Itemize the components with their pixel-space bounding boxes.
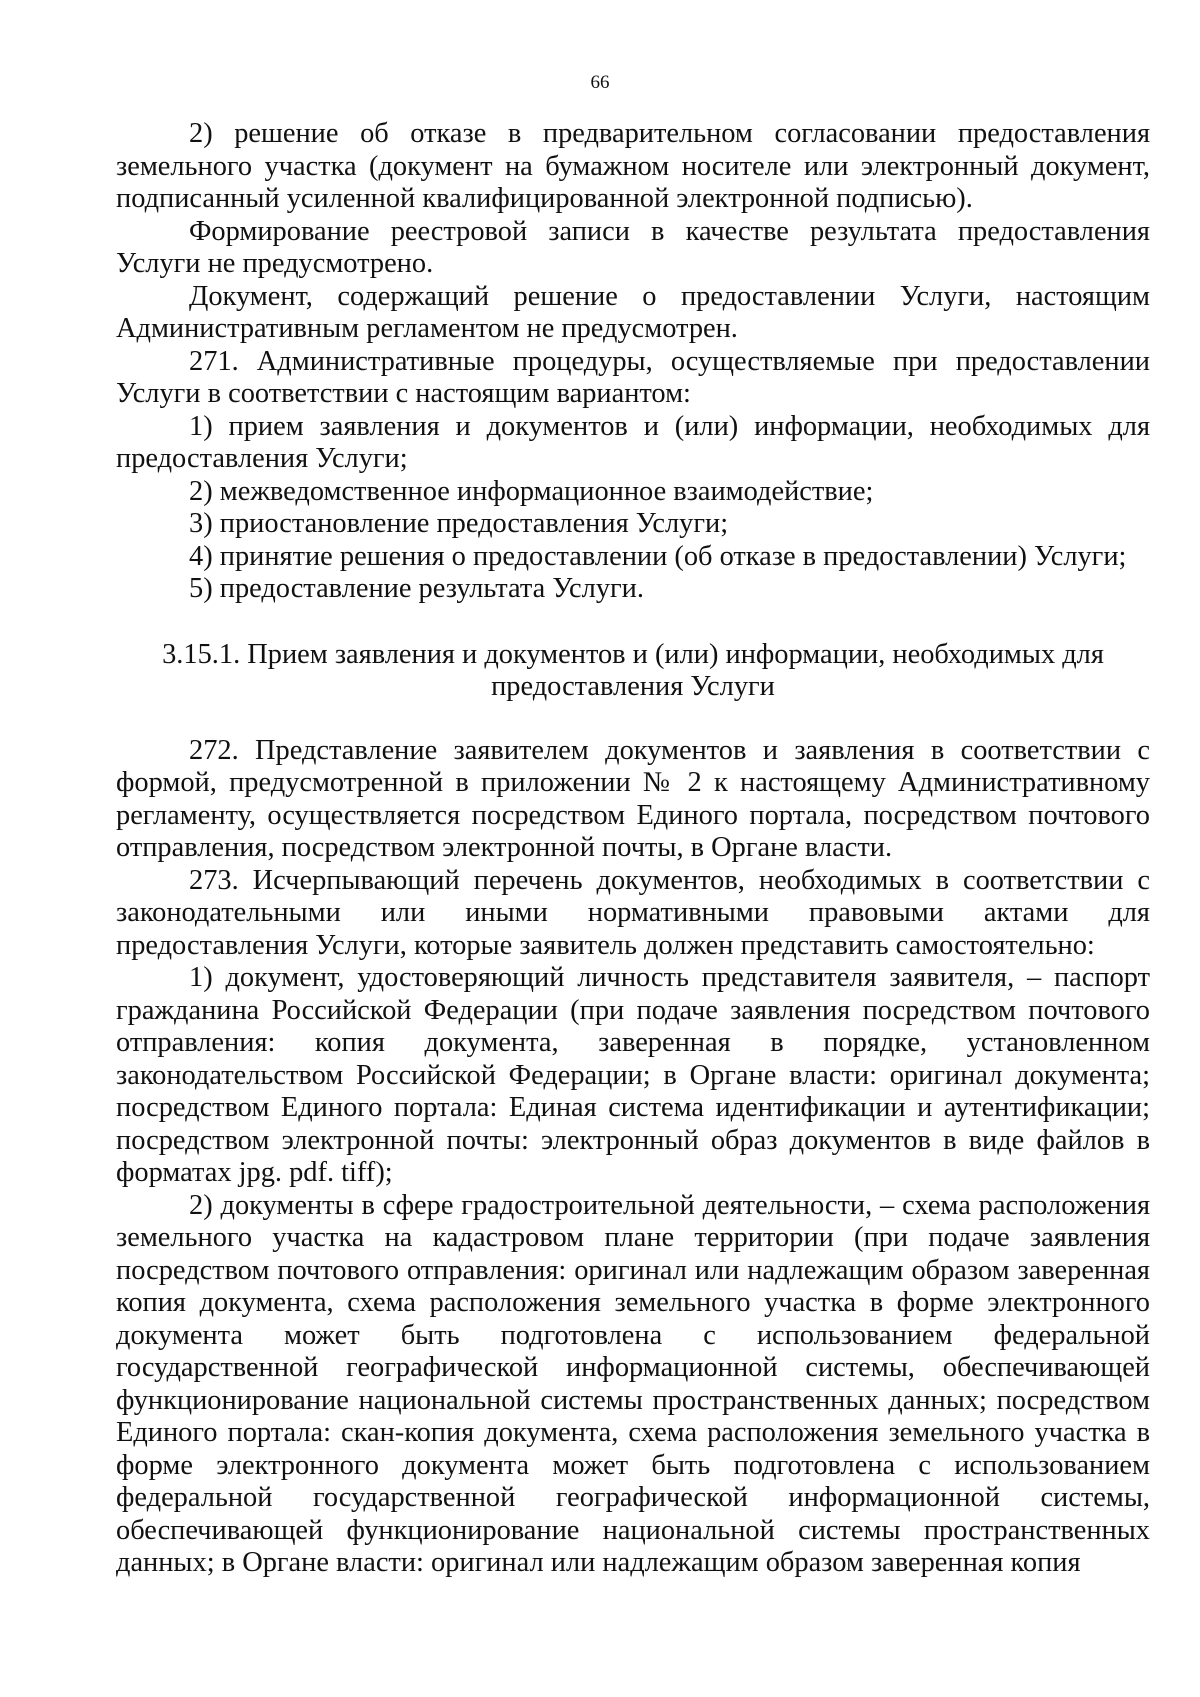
document-body [116,118,1150,1580]
list-item: 2) межведомственное информационное взаимодействие; [189,475,874,507]
list-item: 3) приостановление предоставления Услуги; [189,508,729,539]
list-item: 1) прием заявления и документов и (или) информации, необходимых для предоставления Услуги; [116,410,1150,474]
paragraph: 273. Исчерпывающий перечень документов, необходимых в соответствии с законодательными или иными нормативными правовыми актами для предоставления Услуги, которые заявитель должен представить самостоятельно: [116,864,1150,961]
paragraph: 272. Представление заявителем документов и заявления в соответствии с формой, предусмотренной в приложении № 2 к настоящему Административному регламенту, осуществляется посредством Единого портала, посредством почтового отправления, посредством электронной почты, в Органе власти. [116,734,1150,863]
list-item: 1) документ, удостоверяющий личность представителя заявителя, – паспорт гражданина Российской Федерации (при подаче заявления посредством почтового отправления: копия документа, заверенная в порядке, установленном законодательством Российской Федерации; в Органе власти: оригинал документа; посредством Единого портала: Единая система идентификации и аутентификации; посредством электронной почты: электронный образ документов в виде файлов в форматах jpg. pdf. tiff); [116,962,1150,1188]
paragraph: Формирование реестровой записи в качестве результата предоставления Услуги не предусмотрено. [116,215,1150,279]
paragraph: Документ, содержащий решение о предоставлении Услуги, настоящим Административным регламентом не предусмотрен. [116,280,1150,344]
paragraph: 271. Административные процедуры, осуществляемые при предоставлении Услуги в соответствии с настоящим вариантом: [116,345,1150,409]
list-item: 2) документы в сфере градостроительной деятельности, – схема расположения земельного участка на кадастровом плане территории (при подаче заявления посредством почтового отправления: оригинал или надлежащим образом заверенная копия документа, схема расположения земельного участка в форме электронного документа может быть подготовлена с использованием федеральной государственной географической информационной системы, обеспечивающей функционирование национальной системы пространственных данных; посредством Единого портала: скан-копия документа, схема расположения земельного участка в форме электронного документа может быть подготовлена с использованием федеральной государственной географической информационной системы, обеспечивающей функционирование национальной системы пространственных данных; в Органе власти: оригинал или надлежащим образом заверенная копия [116,1189,1150,1578]
list-item: 5) предоставление результата Услуги. [189,573,644,604]
list-item: 4) принятие решения о предоставлении (об отказе в предоставлении) Услуги; [189,540,1127,572]
section-heading: 3.15.1. Прием заявления и документов и (или) информации, необходимых для предоставления Услуги [162,638,1104,702]
page-number: 66 [590,72,610,93]
paragraph: 2) решение об отказе в предварительном согласовании предоставления земельного участка (документ на бумажном носителе или электронный документ, подписанный усиленной квалифицированной электронной подписью). [116,118,1150,214]
